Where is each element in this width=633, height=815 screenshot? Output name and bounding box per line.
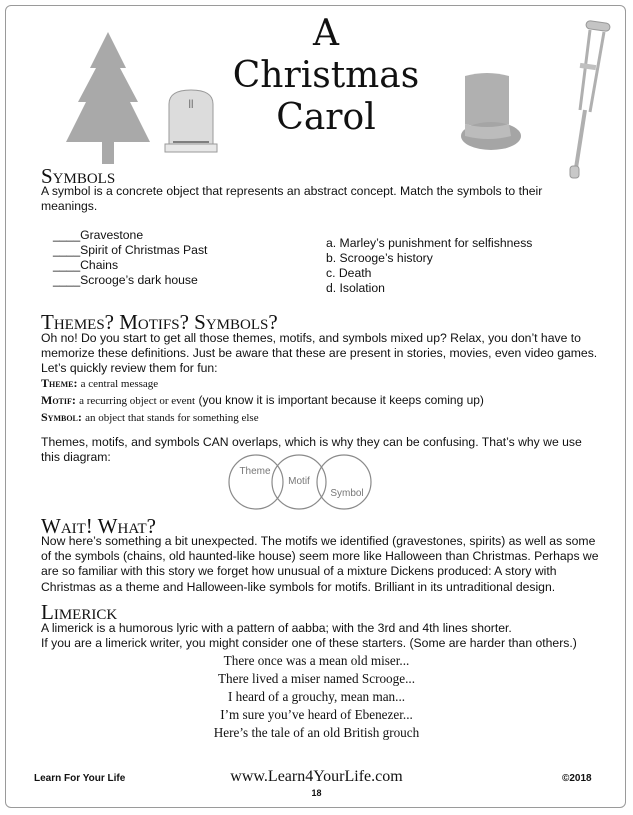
themes-heading: Themes? Motifs? Symbols?: [41, 310, 278, 334]
page-number: 18: [311, 788, 322, 798]
definition-motif-extra: (you know it is important because it keeps coming up): [195, 393, 484, 407]
starter-2: There lived a miser named Scrooge...: [217, 671, 415, 686]
footer-url[interactable]: www.Learn4YourLife.com: [230, 768, 403, 785]
crutch-icon: [560, 18, 616, 184]
starter-1: There once was a mean old miser...: [223, 653, 410, 668]
match-item-spirit[interactable]: ____Spirit of Christmas Past: [53, 243, 208, 257]
limerick-line2: If you are a limerick writer, you might consider one of these starters. (Some are harder than others.): [41, 636, 577, 650]
footer-copyright: ©2018: [562, 773, 592, 784]
definition-motif-text: a recurring object or event: [79, 395, 196, 407]
venn-label-theme: Theme: [239, 466, 271, 477]
meaning-a: a. Marley’s punishment for selfishness: [326, 236, 533, 250]
wait-text: Now here’s something a bit unexpected. The motifs we identified (gravestones, spirits) as well as some of the symbols (chains, old haunted-like house) seem more like Halloween than Christmas. Perhaps we are so familiar with this story we forget how unusual of a mixture Dickens produced: A story with Christmas as a theme and Halloween-like symbols for motifs. Brilliant in its untraditional design.: [41, 534, 599, 594]
starter-5: Here’s the tale of an old British grouch: [213, 725, 420, 740]
themes-intro: Oh no! Do you start to get all those themes, motifs, and symbols mixed up? Relax, you don’t have to memorize these definitions. Just be aware that these are present in stories, movies, even video games. Let’s quickly review them for fun:: [41, 331, 598, 376]
term-theme: Theme:: [41, 376, 78, 390]
definition-theme-text: a central message: [80, 378, 159, 390]
title-line-3: Carol: [276, 97, 376, 138]
venn-circle-symbol: [317, 455, 371, 509]
christmas-tree-icon: [62, 30, 154, 170]
wait-heading: Wait! What?: [41, 514, 156, 538]
match-item-chains[interactable]: ____Chains: [53, 258, 119, 272]
term-symbol: Symbol:: [41, 410, 82, 424]
title-line-1: A: [313, 13, 339, 54]
symbols-intro: A symbol is a concrete object that represents an abstract concept. Match the symbols to their meanings.: [41, 184, 543, 214]
definition-motif: [41, 392, 601, 409]
match-item-gravestone[interactable]: ____Gravestone: [53, 228, 144, 242]
term-motif: Motif:: [41, 393, 76, 407]
meaning-c: c. Death: [326, 266, 372, 280]
meaning-d: d. Isolation: [326, 281, 385, 295]
footer-brand: Learn For Your Life: [34, 773, 126, 784]
meaning-b: b. Scrooge’s history: [326, 251, 433, 265]
themes-para2: Themes, motifs, and symbols CAN overlaps, which is why they can be confusing. That’s why we use this diagram:: [41, 435, 582, 465]
page-title: [206, 13, 446, 138]
definition-theme: [41, 375, 601, 392]
match-item-dark-house[interactable]: ____Scrooge’s dark house: [53, 273, 198, 287]
symbols-meaning-list: [326, 236, 596, 296]
svg-text:||: ||: [188, 98, 194, 108]
definitions-list: [41, 375, 601, 426]
top-hat-icon: [459, 72, 525, 156]
venn-label-symbol: Symbol: [330, 488, 364, 499]
limerick-heading: Limerick: [41, 600, 118, 624]
starter-3: I heard of a grouchy, mean man...: [227, 689, 406, 704]
title-line-2: Christmas: [232, 55, 420, 96]
definition-symbol: [41, 409, 601, 426]
limerick-starters: [0, 652, 633, 742]
venn-diagram: [226, 452, 376, 514]
venn-label-motif: Motif: [288, 476, 310, 487]
starter-4: I’m sure you’ve heard of Ebenezer...: [220, 707, 413, 722]
venn-circle-theme: [229, 455, 283, 509]
limerick-line1: A limerick is a humorous lyric with a pattern of aabba; with the 3rd and 4th lines shorter.: [41, 621, 512, 635]
definition-symbol-text: an object that stands for something else: [85, 412, 259, 424]
symbols-heading: Symbols: [41, 164, 116, 188]
symbols-match-list: [53, 228, 303, 288]
